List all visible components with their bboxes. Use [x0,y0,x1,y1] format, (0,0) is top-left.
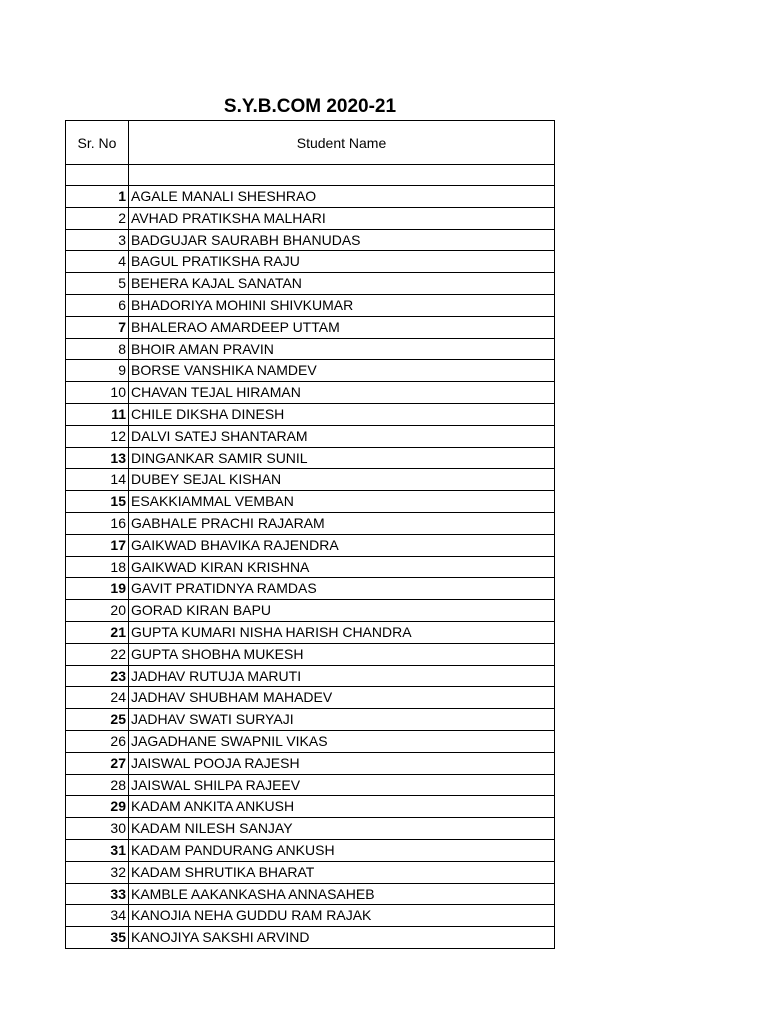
student-name-cell: KAMBLE AAKANKASHA ANNASAHEB [129,883,555,905]
sr-no-cell: 5 [66,273,129,295]
table-row [66,796,555,818]
sr-no-cell: 9 [66,360,129,382]
table-row [66,818,555,840]
student-name-cell: KANOJIYA SAKSHI ARVIND [129,927,555,949]
student-name-cell: KADAM SHRUTIKA BHARAT [129,861,555,883]
student-name-cell: GAIKWAD BHAVIKA RAJENDRA [129,534,555,556]
sr-no-cell: 12 [66,425,129,447]
sr-no-cell: 19 [66,578,129,600]
sr-no-cell: 1 [66,186,129,208]
sr-no-cell: 21 [66,621,129,643]
sr-no-cell: 8 [66,338,129,360]
table-row [66,578,555,600]
student-name-cell: BADGUJAR SAURABH BHANUDAS [129,229,555,251]
sr-no-cell: 22 [66,643,129,665]
student-name-cell: CHILE DIKSHA DINESH [129,403,555,425]
table-row [66,273,555,295]
sr-no-cell: 4 [66,251,129,273]
table-row [66,294,555,316]
column-header-student-name: Student Name [129,121,555,165]
sr-no-cell: 34 [66,905,129,927]
table-row [66,600,555,622]
table-row [66,316,555,338]
sr-no-cell: 28 [66,774,129,796]
sr-no-cell: 18 [66,556,129,578]
table-row [66,207,555,229]
student-name-cell: GAVIT PRATIDNYA RAMDAS [129,578,555,600]
student-name-cell: BEHERA KAJAL SANATAN [129,273,555,295]
sr-no-cell: 35 [66,927,129,949]
student-name-cell: AGALE MANALI SHESHRAO [129,186,555,208]
table-row [66,512,555,534]
student-name-cell: BHALERAO AMARDEEP UTTAM [129,316,555,338]
sr-no-cell: 7 [66,316,129,338]
table-row [66,403,555,425]
student-name-cell: GAIKWAD KIRAN KRISHNA [129,556,555,578]
student-name-cell: ESAKKIAMMAL VEMBAN [129,491,555,513]
student-name-cell: DALVI SATEJ SHANTARAM [129,425,555,447]
sr-no-cell: 25 [66,709,129,731]
blank-cell [66,165,129,186]
table-row [66,774,555,796]
sr-no-cell: 24 [66,687,129,709]
student-name-cell: KADAM PANDURANG ANKUSH [129,839,555,861]
student-name-cell: GORAD KIRAN BAPU [129,600,555,622]
table-row [66,382,555,404]
table-row [66,665,555,687]
sr-no-cell: 10 [66,382,129,404]
student-name-cell: BORSE VANSHIKA NAMDEV [129,360,555,382]
student-name-cell: KANOJIA NEHA GUDDU RAM RAJAK [129,905,555,927]
student-name-cell: DINGANKAR SAMIR SUNIL [129,447,555,469]
sr-no-cell: 31 [66,839,129,861]
sr-no-cell: 16 [66,512,129,534]
student-name-cell: JADHAV SHUBHAM MAHADEV [129,687,555,709]
student-name-cell: GUPTA SHOBHA MUKESH [129,643,555,665]
sr-no-cell: 26 [66,730,129,752]
column-header-sr-no: Sr. No [66,121,129,165]
table-row [66,730,555,752]
sr-no-cell: 23 [66,665,129,687]
sr-no-cell: 6 [66,294,129,316]
table-row [66,905,555,927]
page-title: S.Y.B.COM 2020-21 [223,96,397,117]
table-row [66,338,555,360]
table-row [66,927,555,949]
sr-no-cell: 15 [66,491,129,513]
sr-no-cell: 32 [66,861,129,883]
table-row [66,534,555,556]
student-name-cell: CHAVAN TEJAL HIRAMAN [129,382,555,404]
student-name-cell: AVHAD PRATIKSHA MALHARI [129,207,555,229]
table-row [66,643,555,665]
table-row [66,621,555,643]
blank-row [66,165,555,186]
sr-no-cell: 17 [66,534,129,556]
table-row [66,861,555,883]
table-row [66,883,555,905]
table-row [66,687,555,709]
table-row [66,425,555,447]
sr-no-cell: 29 [66,796,129,818]
table-row [66,709,555,731]
table-header-row [66,121,555,165]
student-name-cell: KADAM ANKITA ANKUSH [129,796,555,818]
student-name-cell: GUPTA KUMARI NISHA HARISH CHANDRA [129,621,555,643]
table-row [66,491,555,513]
sr-no-cell: 13 [66,447,129,469]
table-row [66,360,555,382]
sr-no-cell: 20 [66,600,129,622]
table-row [66,839,555,861]
student-name-cell: JADHAV SWATI SURYAJI [129,709,555,731]
student-name-cell: JADHAV RUTUJA MARUTI [129,665,555,687]
sr-no-cell: 11 [66,403,129,425]
sr-no-cell: 2 [66,207,129,229]
student-name-cell: KADAM NILESH SANJAY [129,818,555,840]
student-name-cell: BHOIR AMAN PRAVIN [129,338,555,360]
blank-cell [129,165,555,186]
sr-no-cell: 27 [66,752,129,774]
sr-no-cell: 30 [66,818,129,840]
student-rows [66,165,555,949]
table-row [66,752,555,774]
table-row [66,186,555,208]
table-row [66,251,555,273]
table-row [66,229,555,251]
student-name-cell: JAISWAL SHILPA RAJEEV [129,774,555,796]
student-name-cell: JAGADHANE SWAPNIL VIKAS [129,730,555,752]
student-name-cell: JAISWAL POOJA RAJESH [129,752,555,774]
sr-no-cell: 33 [66,883,129,905]
sr-no-cell: 14 [66,469,129,491]
student-name-cell: BAGUL PRATIKSHA RAJU [129,251,555,273]
table-row [66,556,555,578]
student-name-cell: DUBEY SEJAL KISHAN [129,469,555,491]
student-list-sheet [65,94,555,949]
table-row [66,447,555,469]
table-row [66,469,555,491]
sr-no-cell: 3 [66,229,129,251]
student-table [65,120,555,949]
student-name-cell: BHADORIYA MOHINI SHIVKUMAR [129,294,555,316]
student-name-cell: GABHALE PRACHI RAJARAM [129,512,555,534]
